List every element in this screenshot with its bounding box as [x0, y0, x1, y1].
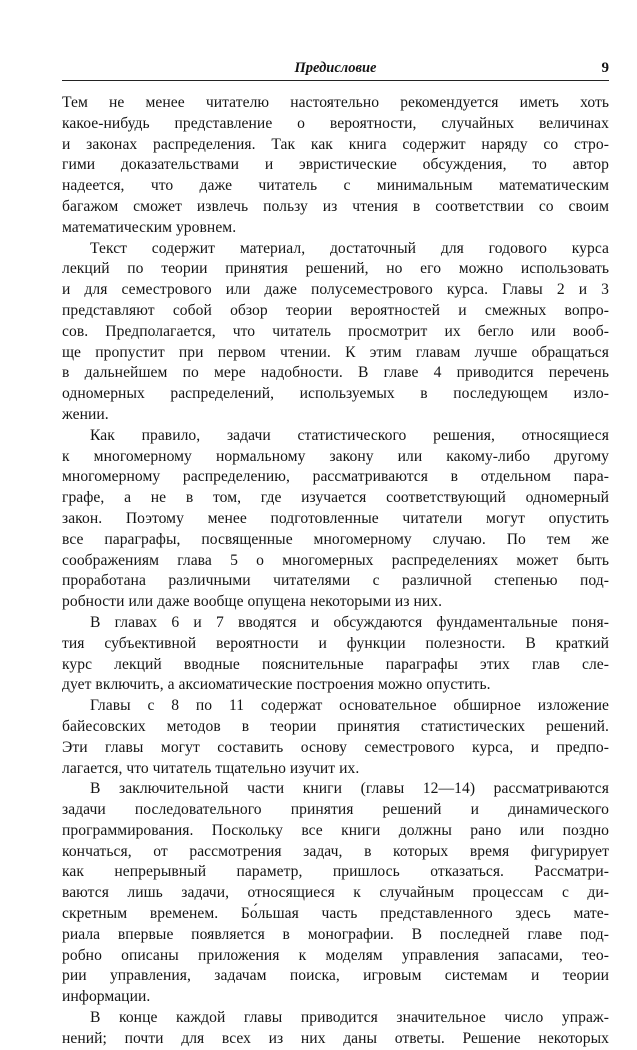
text-line: многомерному распределению, рассматриваются в отдельном пара-: [62, 468, 609, 486]
text-line: риала впервые появляется в монографии. В последней главе под-: [62, 925, 609, 943]
text-line: робно описаны приложения к моделям управления запасами, тео-: [62, 946, 609, 964]
text-line: гими доказательствами и эвристические обсуждения, то автор: [62, 156, 609, 174]
text-line: лагается, что читатель тщательно изучит их.: [62, 759, 360, 777]
page-number: 9: [601, 60, 609, 76]
text-line: тия субъективной вероятности и функции полезности. В краткий: [62, 634, 609, 652]
text-line: одномерных распределений, используемых в последующем изло-: [62, 385, 609, 403]
text-line: ще пропустит при первом чтении. К этим главам лучше обращаться: [62, 343, 609, 361]
text-line: закон. Поэтому менее подготовленные читатели могут опустить: [62, 509, 609, 527]
text-line: скретным временем. Бо́льшая часть представленного здесь мате-: [62, 905, 609, 923]
text-line: робности или даже вообще опущена некоторыми из них.: [62, 593, 443, 611]
text-line: ваются лишь задачи, относящиеся к случайным процессам с ди-: [62, 884, 609, 902]
text-line: В конце каждой главы приводится значительное число упраж-: [90, 1009, 609, 1027]
text-line: надеется, что даже читатель с минимальным математическим: [62, 177, 609, 195]
text-line: соображениям глава 5 о многомерных распределениях может быть: [62, 551, 609, 569]
text-line: жении.: [62, 405, 109, 423]
text-line: В главах 6 и 7 вводятся и обсуждаются фундаментальные поня-: [90, 613, 609, 631]
text-line: к многомерному нормальному закону или какому-либо другому: [62, 447, 609, 465]
text-line: Как правило, задачи статистического решения, относящиеся: [90, 426, 609, 444]
text-line: информации.: [62, 988, 151, 1006]
text-line: курс лекций вводные пояснительные параграфы этих глав сле-: [62, 655, 609, 673]
text-line: и для семестрового или даже полусеместрового курса. Главы 2 и 3: [62, 281, 609, 299]
text-line: математическим уровнем.: [62, 218, 237, 236]
text-line: сов. Предполагается, что читатель просмотрит их бегло или вооб-: [62, 322, 609, 340]
text-line: лекций по теории принятия решений, но его можно использовать: [62, 260, 609, 278]
running-header: [62, 58, 609, 81]
text-line: нений; почти для всех из них даны ответы. Решение некоторых: [62, 1029, 609, 1047]
text-line: и законах распределения. Так как книга содержит наряду со стро-: [62, 135, 609, 153]
text-line: Эти главы могут составить основу семестрового курса, и предпо-: [62, 738, 609, 756]
text-line: кончаться, от рассмотрения задач, в которых время фигурирует: [62, 842, 609, 860]
text-line: багажом сможет извлечь пользу из чтения в соответствии со своим: [62, 197, 609, 215]
text-line: В заключительной части книги (главы 12—14) рассматриваются: [90, 780, 609, 798]
running-header-title: Предисловие: [294, 60, 377, 76]
text-line: Текст содержит материал, достаточный для годового курса: [90, 239, 609, 257]
text-line: программирования. Поскольку все книги должны рано или поздно: [62, 821, 609, 839]
text-line: задачи последовательного принятия решений и динамического: [62, 801, 609, 819]
text-line: в дальнейшем по мере надобности. В главе 4 приводится перечень: [62, 364, 609, 382]
text-line: рии управления, задачам поиска, игровым системам и теории: [62, 967, 609, 985]
body-text: [62, 93, 609, 1050]
text-line: байесовских методов в теории принятия статистических решений.: [62, 717, 609, 735]
text-line: проработана различными читателями с различной степенью под-: [62, 572, 609, 590]
text-line: Тем не менее читателю настоятельно рекомендуется иметь хоть: [62, 94, 609, 111]
text-line: как непрерывный параметр, пришлось отказаться. Рассматри-: [62, 863, 609, 881]
text-line: какое-нибудь представление о вероятности, случайных величинах: [62, 114, 609, 132]
text-line: представляют собой обзор теории вероятностей и смежных вопро-: [62, 301, 609, 319]
text-line: Главы с 8 по 11 содержат основательное обширное изложение: [90, 697, 609, 715]
text-line: дует включить, а аксиоматические построения можно опустить.: [62, 676, 491, 694]
text-line: все параграфы, посвященные многомерному случаю. По тем же: [62, 530, 609, 548]
text-line: графе, а не в том, где изучается соответствующий одномерный: [62, 489, 609, 507]
